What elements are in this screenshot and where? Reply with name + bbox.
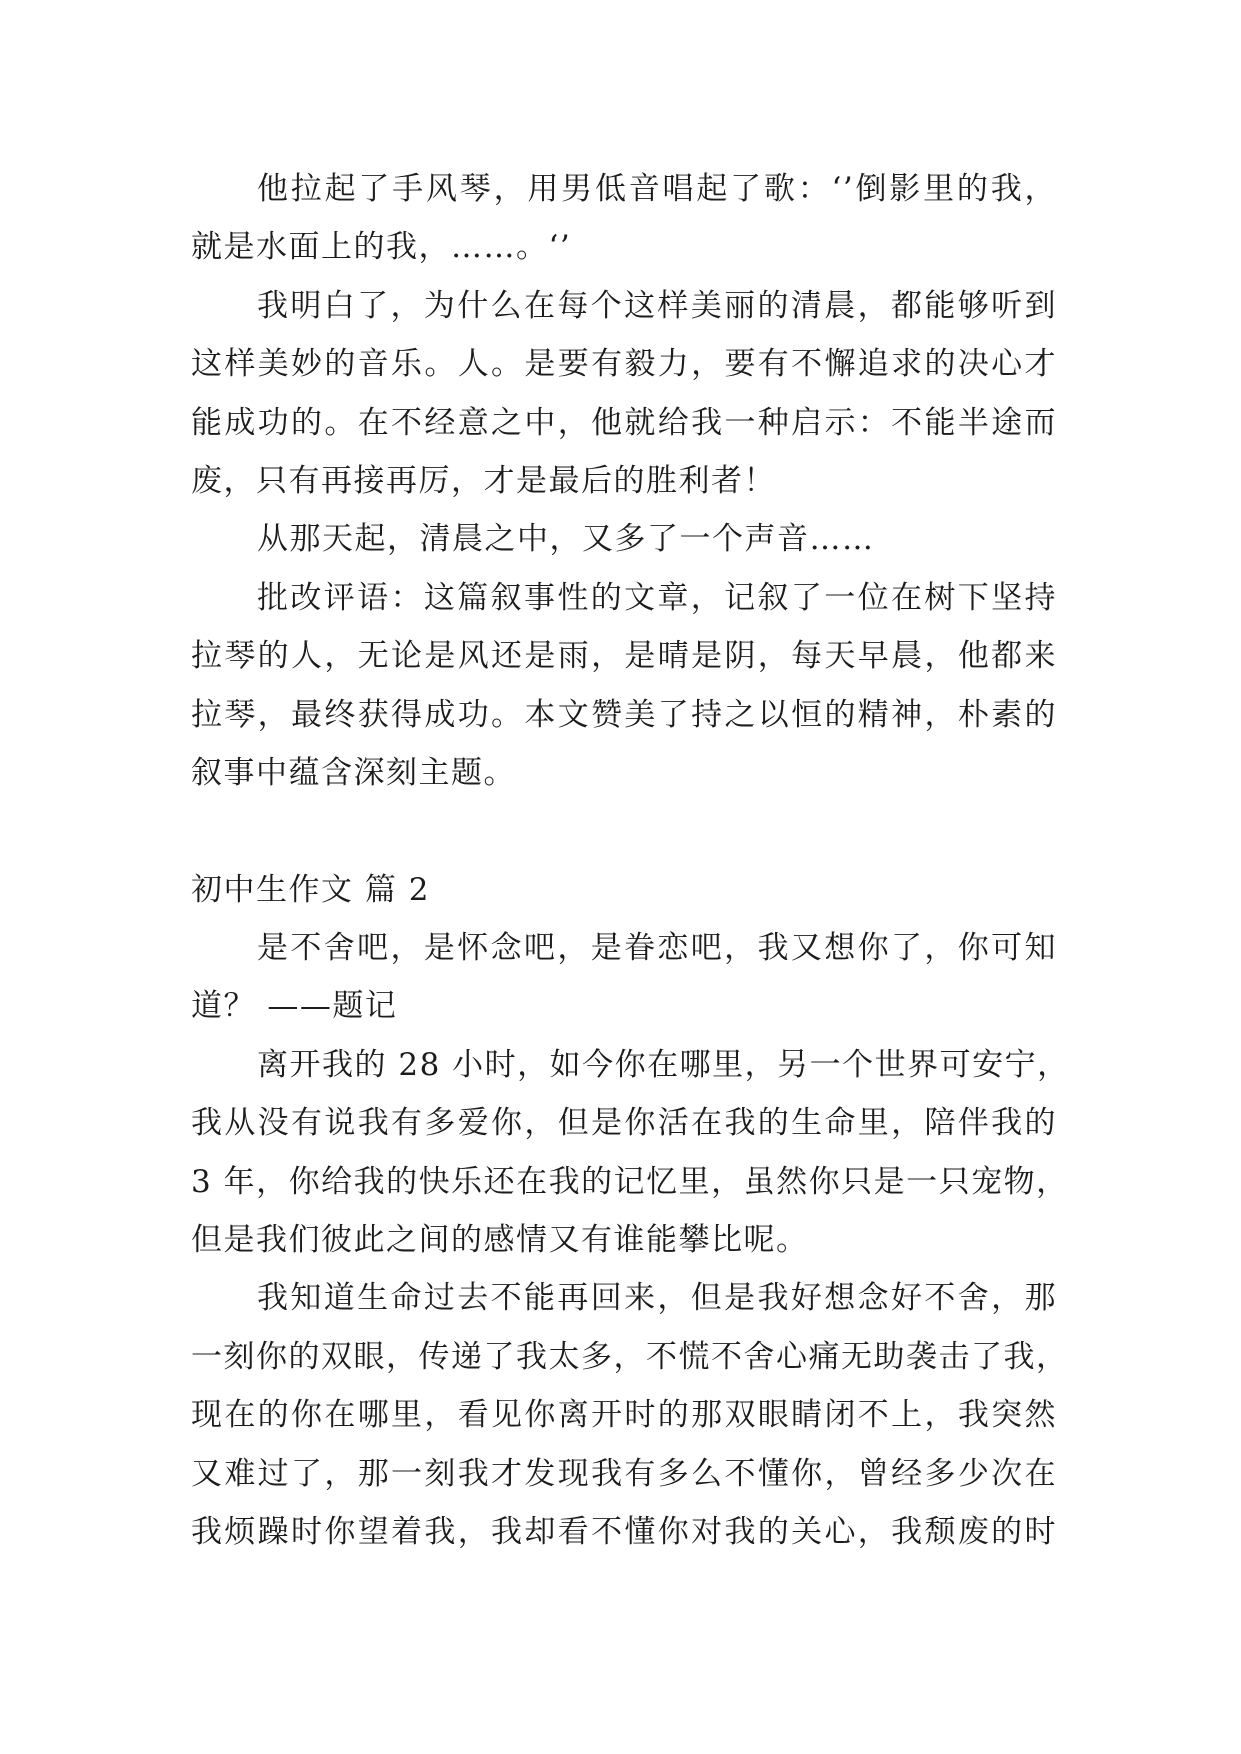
text-line: 拉琴的人，无论是风还是雨，是晴是阴，每天早晨，他都来 — [191, 638, 1057, 675]
text-line: 废，只有再接再厉，才是最后的胜利者！ — [191, 462, 776, 499]
paragraph — [191, 1269, 1069, 1561]
paragraph — [191, 277, 1057, 511]
document-body — [191, 160, 1070, 1561]
blank-line — [191, 802, 1057, 860]
text-line: 是不舍吧，是怀念吧，是眷恋吧，我又想你了，你可知 — [257, 930, 1057, 967]
paragraph — [191, 510, 1057, 568]
text-line: 这样美妙的音乐。人。是要有毅力，要有不懈追求的决心才 — [191, 346, 1057, 383]
section-heading: 初中生作文 篇 2 — [191, 871, 430, 908]
text-line: 就是水面上的我，……。‘’ — [191, 229, 572, 266]
text-line: 能成功的。在不经意之中，他就给我一种启示：不能半途而 — [191, 404, 1057, 441]
paragraph — [191, 919, 1057, 1036]
text-line: 但是我们彼此之间的感情又有谁能攀比呢。 — [191, 1222, 809, 1259]
text-line: 叙事中蕴含深刻主题。 — [191, 754, 516, 791]
text-line: 从那天起，清晨之中，又多了一个声音…… — [257, 521, 875, 558]
text-line: 我知道生命过去不能再回来，但是我好想念好不舍，那 — [257, 1280, 1057, 1317]
paragraph — [191, 569, 1057, 803]
text-line: 批改评语：这篇叙事性的文章，记叙了一位在树下坚持 — [257, 579, 1057, 616]
text-line: 现在的你在哪里，看见你离开时的那双眼睛闭不上，我突然 — [191, 1397, 1057, 1434]
text-line: 我烦躁时你望着我，我却看不懂你对我的关心，我颓废的时 — [191, 1513, 1057, 1550]
paragraph — [191, 160, 1057, 277]
text-line: 他拉起了手风琴，用男低音唱起了歌：‘’倒影里的我， — [257, 171, 1057, 207]
text-line: 3 年，你给我的快乐还在我的记忆里，虽然你只是一只宠物， — [191, 1163, 1069, 1200]
text-line: 一刻你的双眼，传递了我太多，不慌不舍心痛无助袭击了我， — [191, 1338, 1069, 1375]
paragraph — [191, 1036, 1070, 1270]
text-line: 拉琴，最终获得成功。本文赞美了持之以恒的精神，朴素的 — [191, 696, 1057, 733]
text-line: 又难过了，那一刻我才发现我有多么不懂你，曾经多少次在 — [191, 1455, 1057, 1492]
text-line: 我从没有说我有多爱你，但是你活在我的生命里，陪伴我的 — [191, 1105, 1057, 1142]
text-line: 离开我的 28 小时，如今你在哪里，另一个世界可安宁， — [257, 1046, 1070, 1083]
text-line: 道？ ——题记 — [191, 988, 398, 1025]
text-line: 我明白了，为什么在每个这样美丽的清晨，都能够听到 — [257, 287, 1057, 324]
